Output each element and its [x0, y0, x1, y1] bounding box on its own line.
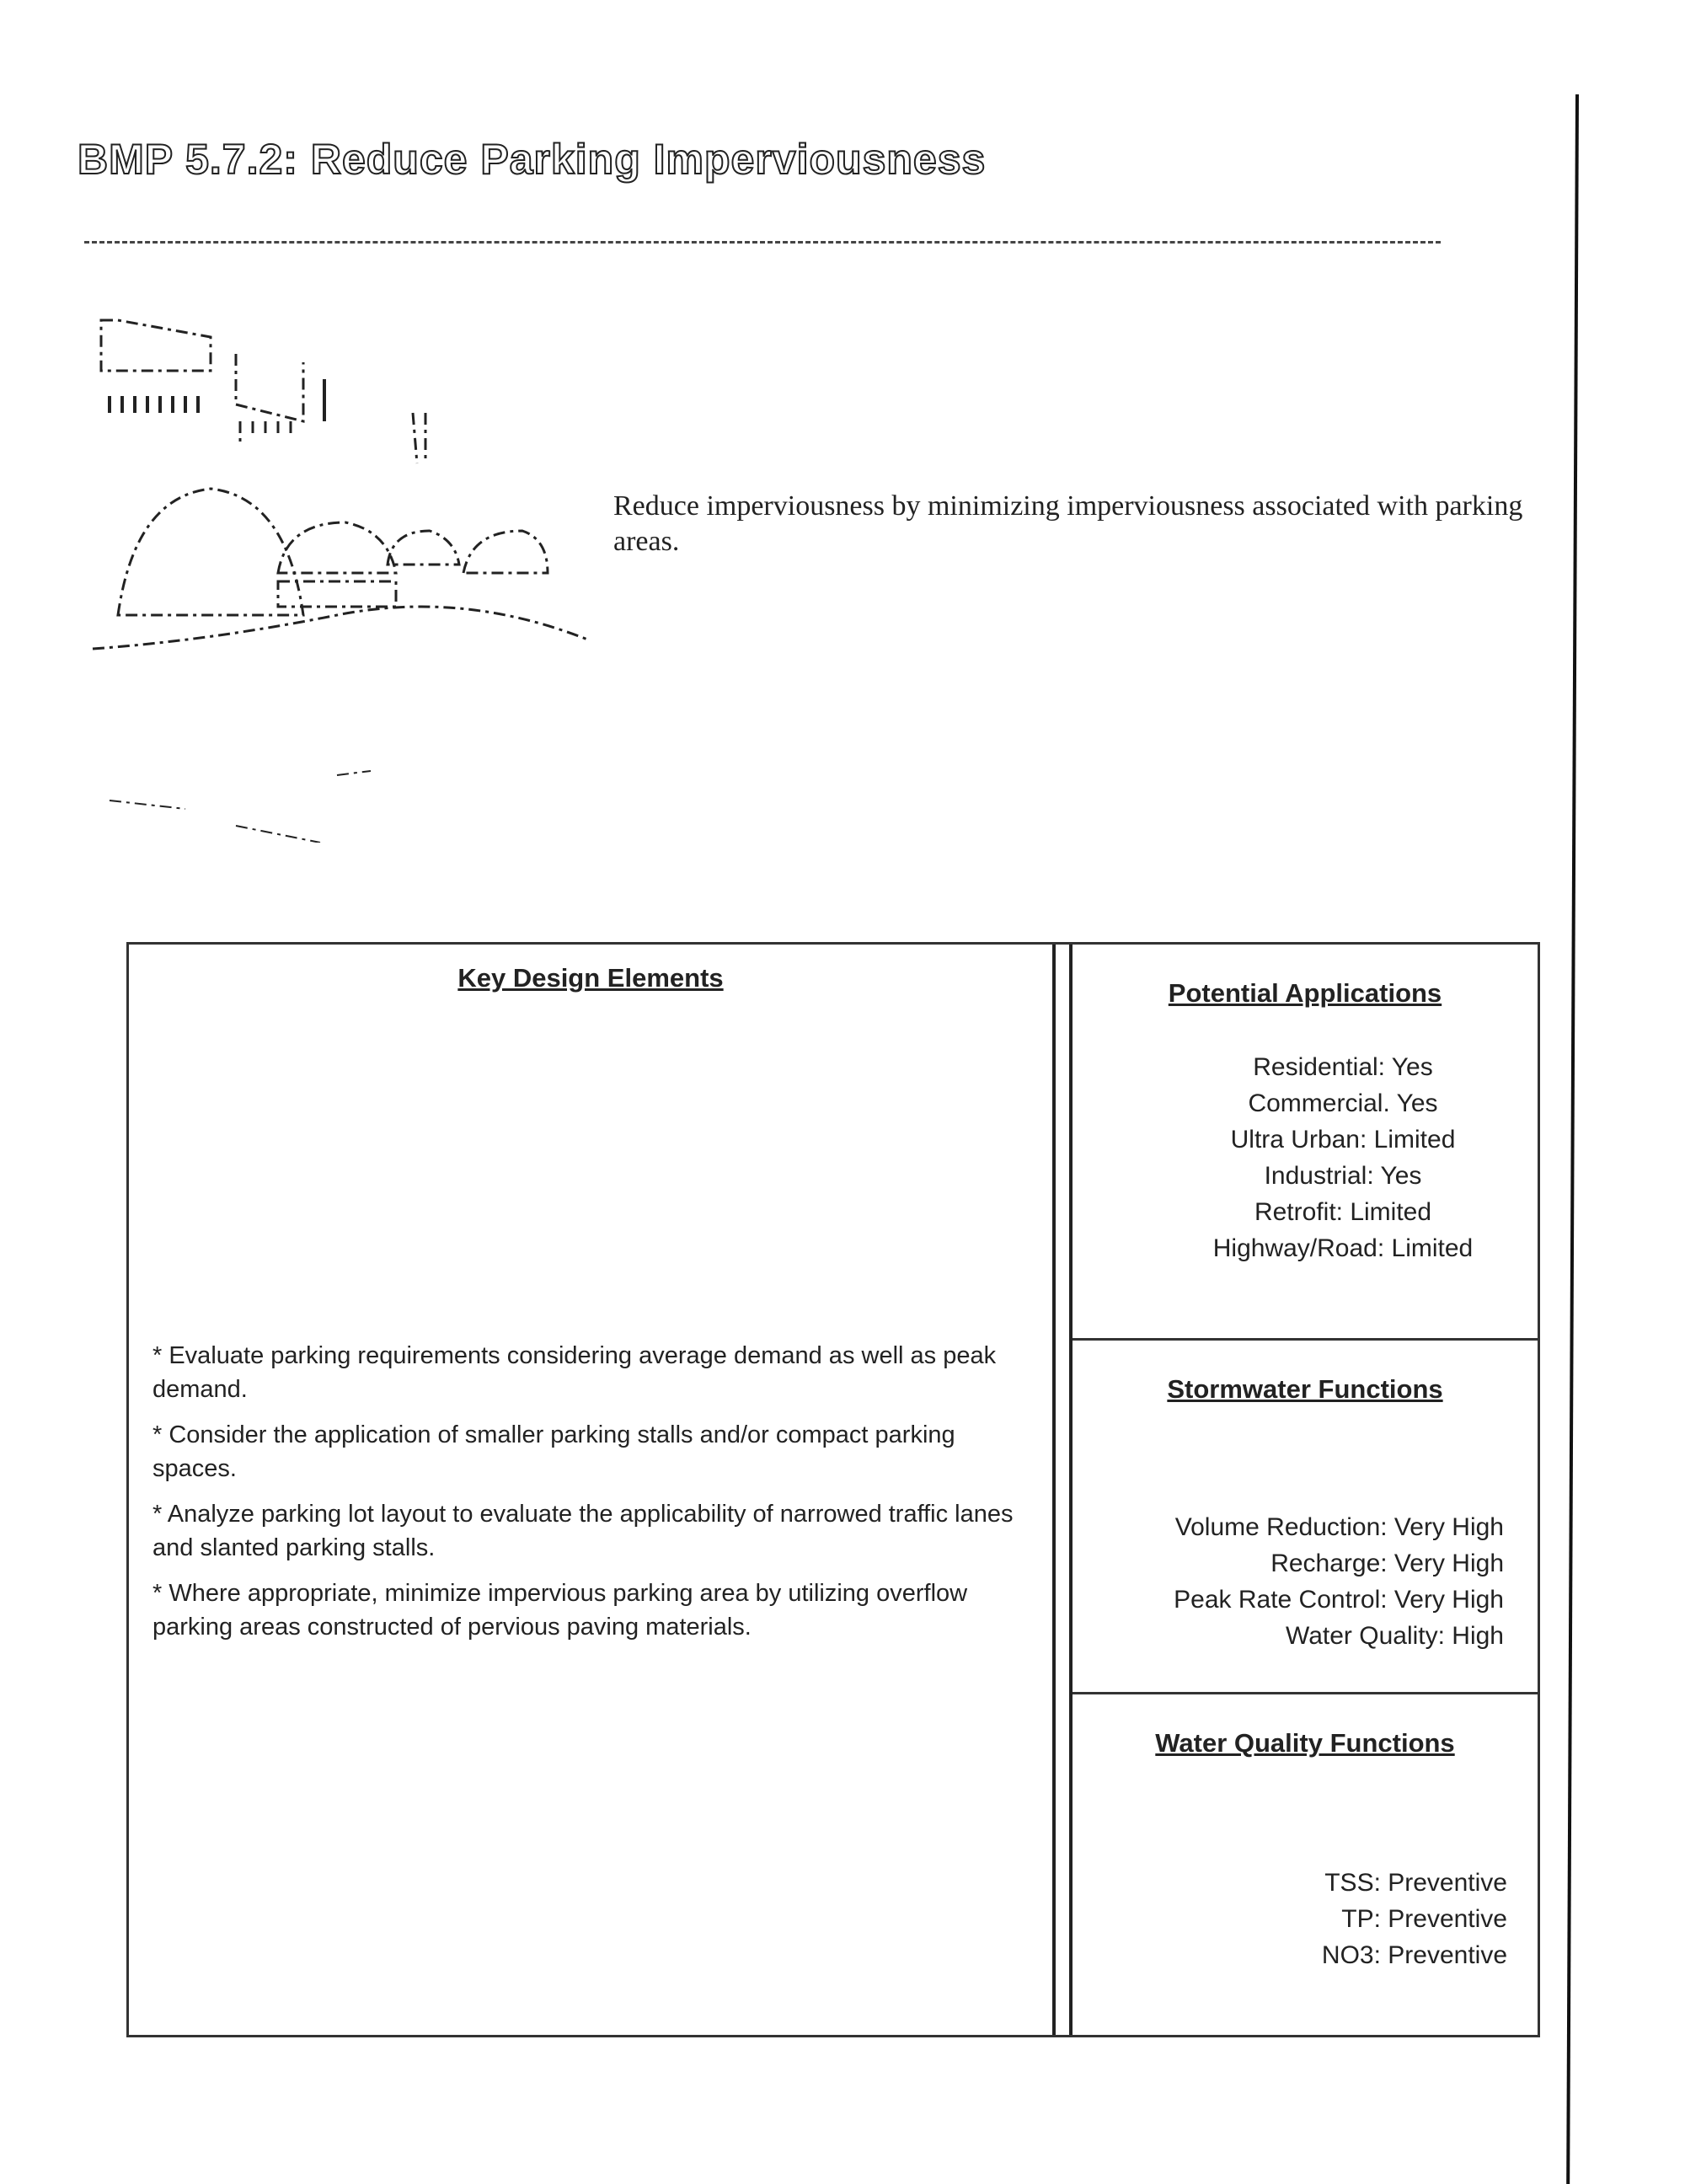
stormwater-functions-list: [1174, 1509, 1504, 1654]
stormwater-functions-panel: [1073, 1341, 1538, 1694]
stormwater-item: Water Quality: High: [1286, 1622, 1504, 1650]
design-bullet: * Analyze parking lot layout to evaluate the applicability of narrowed traffic lanes and slanted parking stalls.: [152, 1501, 1014, 1561]
application-item: Industrial: Yes: [1264, 1162, 1422, 1190]
sketch-building-left: [101, 320, 211, 371]
stormwater-item: Recharge: Very High: [1270, 1550, 1504, 1577]
sketch-ground: [93, 607, 590, 649]
sketch-railing-left: [110, 396, 198, 413]
application-item: Retrofit: Limited: [1254, 1198, 1432, 1226]
potential-applications-panel: [1073, 945, 1538, 1341]
potential-applications-list: [1073, 1049, 1538, 1266]
title-divider: [84, 241, 1441, 244]
sketch-car-large: [118, 489, 303, 615]
sketch-person: [413, 413, 425, 463]
parking-lot-sketch-image: [84, 286, 607, 843]
sketch-car-3: [388, 531, 459, 565]
water-quality-functions-heading: Water Quality Functions: [1155, 1728, 1455, 1758]
key-design-elements-list: [152, 1339, 1046, 1656]
water-quality-item: TP: Preventive: [1341, 1905, 1507, 1933]
functions-column: [1069, 945, 1538, 2035]
design-bullet: * Evaluate parking requirements considering average demand as well as peak demand.: [152, 1342, 997, 1403]
sketch-railing-mid: [240, 421, 291, 447]
water-quality-functions-list: [1322, 1865, 1507, 1973]
page-title: BMP 5.7.2: Reduce Parking Imperviousness: [78, 136, 987, 183]
key-design-elements-column: [129, 945, 1056, 2035]
application-item: Residential: Yes: [1253, 1053, 1433, 1081]
sketch-curb: [278, 581, 396, 607]
potential-applications-heading: Potential Applications: [1168, 978, 1442, 1008]
stormwater-functions-heading: Stormwater Functions: [1167, 1374, 1443, 1404]
stormwater-item: Peak Rate Control: Very High: [1174, 1586, 1504, 1614]
application-item: Commercial. Yes: [1248, 1089, 1438, 1117]
application-item: Ultra Urban: Limited: [1230, 1126, 1456, 1154]
stormwater-item: Volume Reduction: Very High: [1174, 1513, 1504, 1541]
sketch-building-mid: [236, 354, 303, 421]
bmp-description: Reduce imperviousness by minimizing imperviousness associated with parking areas.: [613, 490, 1523, 557]
water-quality-item: NO3: Preventive: [1321, 1941, 1507, 1969]
design-bullet: * Where appropriate, minimize impervious parking area by utilizing overflow parking areas constructed of pervious paving materials.: [152, 1580, 968, 1641]
page-edge-line: [1566, 94, 1579, 2184]
sketch-car-2: [278, 522, 396, 573]
sketch-car-4: [463, 531, 548, 573]
key-design-elements-heading: Key Design Elements: [457, 963, 724, 993]
water-quality-functions-panel: [1073, 1694, 1538, 2035]
sketch-ground-2: [110, 771, 371, 843]
bmp-summary-table: [126, 942, 1540, 2037]
application-item: Highway/Road: Limited: [1212, 1234, 1474, 1262]
water-quality-item: TSS: Preventive: [1324, 1869, 1507, 1897]
design-bullet: * Consider the application of smaller parking stalls and/or compact parking spaces.: [152, 1421, 955, 1482]
